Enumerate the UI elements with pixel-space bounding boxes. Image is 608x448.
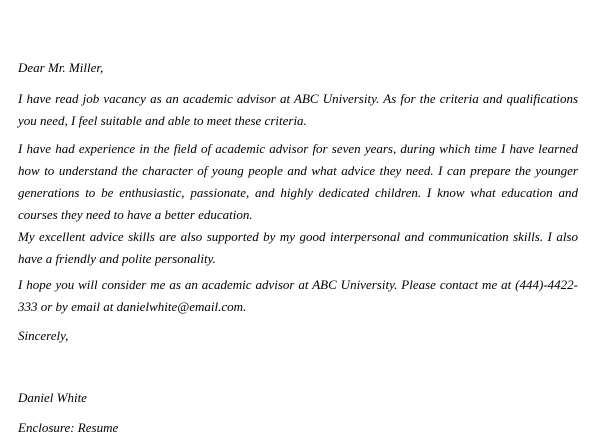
- paragraph-3: My excellent advice skills are also supported by my good interpersonal and communication skills. I also have a friendly and polite personality.: [18, 229, 578, 266]
- paragraph-2: I have had experience in the field of academic advisor for seven years, during which time I have learned how to understand the character of young people and what advice they need. I can prepare the younger generations to be enthusiastic, passionate, and highly dedicated children. I know what education and courses they need to have a better education.: [18, 141, 578, 222]
- enclosure-note: Enclosure: Resume: [18, 420, 119, 435]
- paragraph-1: I have read job vacancy as an academic advisor at ABC University. As for the criteria and qualifications you need, I feel suitable and able to meet these criteria.: [18, 91, 578, 128]
- paragraph-4: I hope you will consider me as an academic advisor at ABC University. Please contact me at (444)-4422-333 or by email at danielwhite@email.com.: [18, 277, 578, 314]
- closing: Sincerely,: [18, 328, 69, 343]
- salutation: Dear Mr. Miller,: [18, 60, 104, 75]
- signature-name: Daniel White: [18, 390, 87, 405]
